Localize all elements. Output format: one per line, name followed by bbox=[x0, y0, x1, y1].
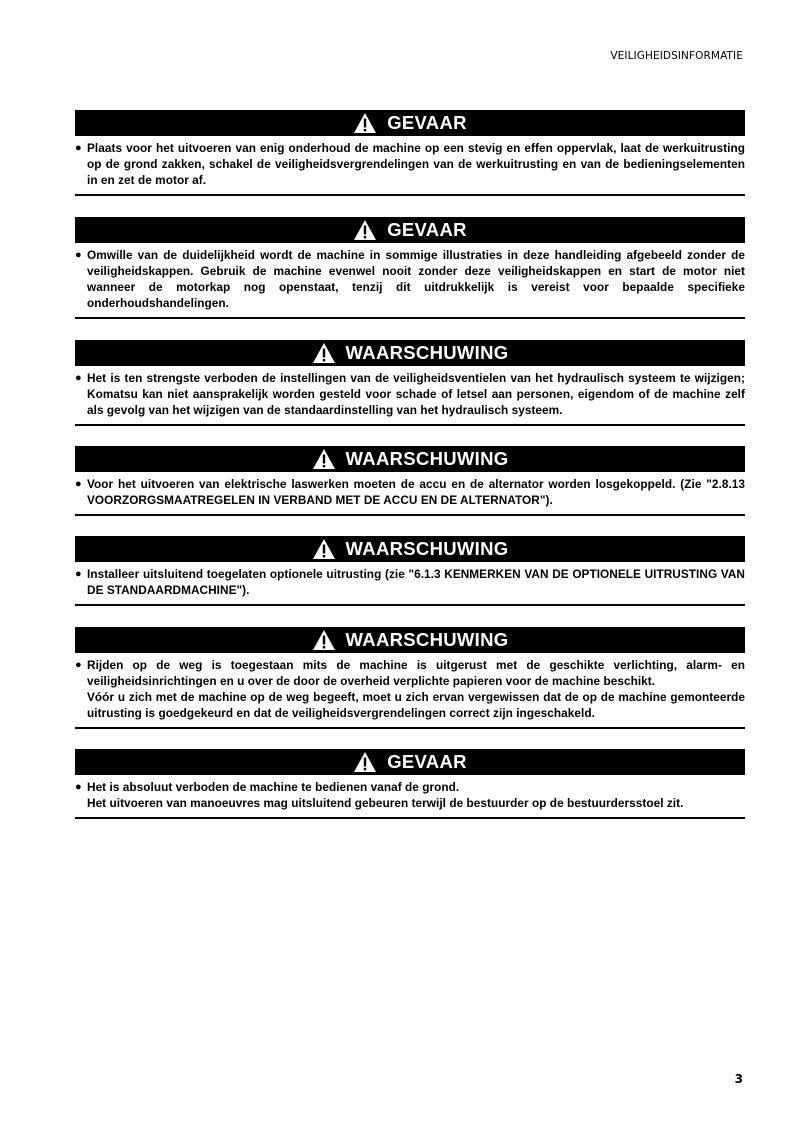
notice-warning-hydraulic bbox=[75, 340, 745, 426]
running-header: VEILIGHEIDSINFORMATIE bbox=[610, 50, 743, 62]
notice-header-bar bbox=[75, 627, 745, 653]
notice-text: Omwille van de duidelijkheid wordt de machine in sommige illustraties in deze handleiding afgebeeld zonder de veiligheidskappen. Gebruik de machine evenwel nooit zonder deze veiligheidskappen en start de motor niet wanneer de motorkap nog openstaat, tenzij dit uitdrukkelijk is vereist voor bepaalde specifieke onderhoudshandelingen. bbox=[87, 248, 745, 310]
warning-triangle-icon bbox=[353, 751, 377, 773]
notice-level-label: WAARSCHUWING bbox=[345, 448, 509, 469]
notice-divider bbox=[75, 317, 745, 319]
notice-level-label: WAARSCHUWING bbox=[345, 629, 509, 650]
notice-header-bar bbox=[75, 536, 745, 562]
notice-text: Plaats voor het uitvoeren van enig onderhoud de machine op een stevig en effen oppervlak, laat de werkuitrusting op de grond zakken, schakel de veiligheidsvergrendelingen van de werkuitrusting en van de bedieningselementen in en zet de motor af. bbox=[87, 141, 745, 187]
notice-text: Vóór u zich met de machine op de weg begeeft, moet u zich ervan vergewissen dat de op de machine gemonteerde uitrusting is goedgekeurd en dat de veiligheidsvergrendelingen correct zijn ingeschakeld. bbox=[87, 690, 745, 720]
notice-level-label: GEVAAR bbox=[387, 751, 467, 772]
bullet-icon: ● bbox=[75, 659, 82, 671]
notice-level-label: GEVAAR bbox=[387, 112, 467, 133]
notice-warning-optional-equipment bbox=[75, 536, 745, 606]
notice-body bbox=[75, 562, 745, 604]
notice-header-bar bbox=[75, 446, 745, 472]
warning-triangle-icon bbox=[353, 112, 377, 134]
notice-warning-road-travel bbox=[75, 627, 745, 729]
notice-text: Het is absoluut verboden de machine te bedienen vanaf de grond. bbox=[87, 780, 460, 794]
notice-divider bbox=[75, 817, 745, 819]
bullet-icon: ● bbox=[75, 568, 82, 580]
notice-danger-safety-covers bbox=[75, 217, 745, 319]
bullet-icon: ● bbox=[75, 142, 82, 154]
notice-body bbox=[75, 136, 745, 194]
notice-header-bar bbox=[75, 110, 745, 136]
notice-danger-ground-operation bbox=[75, 749, 745, 819]
notice-body bbox=[75, 366, 745, 424]
notice-header-bar bbox=[75, 749, 745, 775]
notice-warning-welding bbox=[75, 446, 745, 516]
notice-text: Het uitvoeren van manoeuvres mag uitsluitend gebeuren terwijl de bestuurder op de bestuurdersstoel zit. bbox=[87, 796, 684, 810]
notice-divider bbox=[75, 194, 745, 196]
notice-text: Voor het uitvoeren van elektrische laswerken moeten de accu en de alternator worden losgekoppeld. (Zie "2.8.13 VOORZORGSMAATREGELEN IN VERBAND MET DE ACCU EN DE ALTERNATOR"). bbox=[87, 477, 745, 507]
notice-body bbox=[75, 472, 745, 514]
notice-level-label: GEVAAR bbox=[387, 219, 467, 240]
notice-danger-maintenance bbox=[75, 110, 745, 196]
notice-body bbox=[75, 653, 745, 727]
warning-triangle-icon bbox=[312, 629, 336, 651]
notice-text: Installeer uitsluitend toegelaten optionele uitrusting (zie "6.1.3 KENMERKEN VAN DE OPTIONELE UITRUSTING VAN DE STANDAARDMACHINE"). bbox=[87, 567, 745, 597]
warning-triangle-icon bbox=[312, 538, 336, 560]
notice-divider bbox=[75, 424, 745, 426]
bullet-icon: ● bbox=[75, 781, 82, 793]
notice-level-label: WAARSCHUWING bbox=[345, 538, 509, 559]
warning-triangle-icon bbox=[312, 448, 336, 470]
notice-body bbox=[75, 243, 745, 317]
bullet-icon: ● bbox=[75, 478, 82, 490]
notice-body bbox=[75, 775, 745, 817]
notice-header-bar bbox=[75, 340, 745, 366]
page-number: 3 bbox=[734, 1072, 743, 1086]
notice-text: Het is ten strengste verboden de instellingen van de veiligheidsventielen van het hydraulisch systeem te wijzigen; Komatsu kan niet aansprakelijk worden gesteld voor schade of letsel aan personen, eigendom of de machine zelf als gevolg van het wijzigen van de standaardinstelling van het hydraulisch systeem. bbox=[87, 371, 745, 417]
bullet-icon: ● bbox=[75, 372, 82, 384]
notice-header-bar bbox=[75, 217, 745, 243]
notice-level-label: WAARSCHUWING bbox=[345, 342, 509, 363]
notice-divider bbox=[75, 514, 745, 516]
notice-text: Rijden op de weg is toegestaan mits de machine is uitgerust met de geschikte verlichting, alarm- en veiligheidsinrichtingen en u over de door de overheid verplichte papieren voor de machine beschikt. bbox=[87, 658, 745, 688]
notice-divider bbox=[75, 727, 745, 729]
notice-divider bbox=[75, 604, 745, 606]
bullet-icon: ● bbox=[75, 249, 82, 261]
warning-triangle-icon bbox=[312, 342, 336, 364]
warning-triangle-icon bbox=[353, 219, 377, 241]
